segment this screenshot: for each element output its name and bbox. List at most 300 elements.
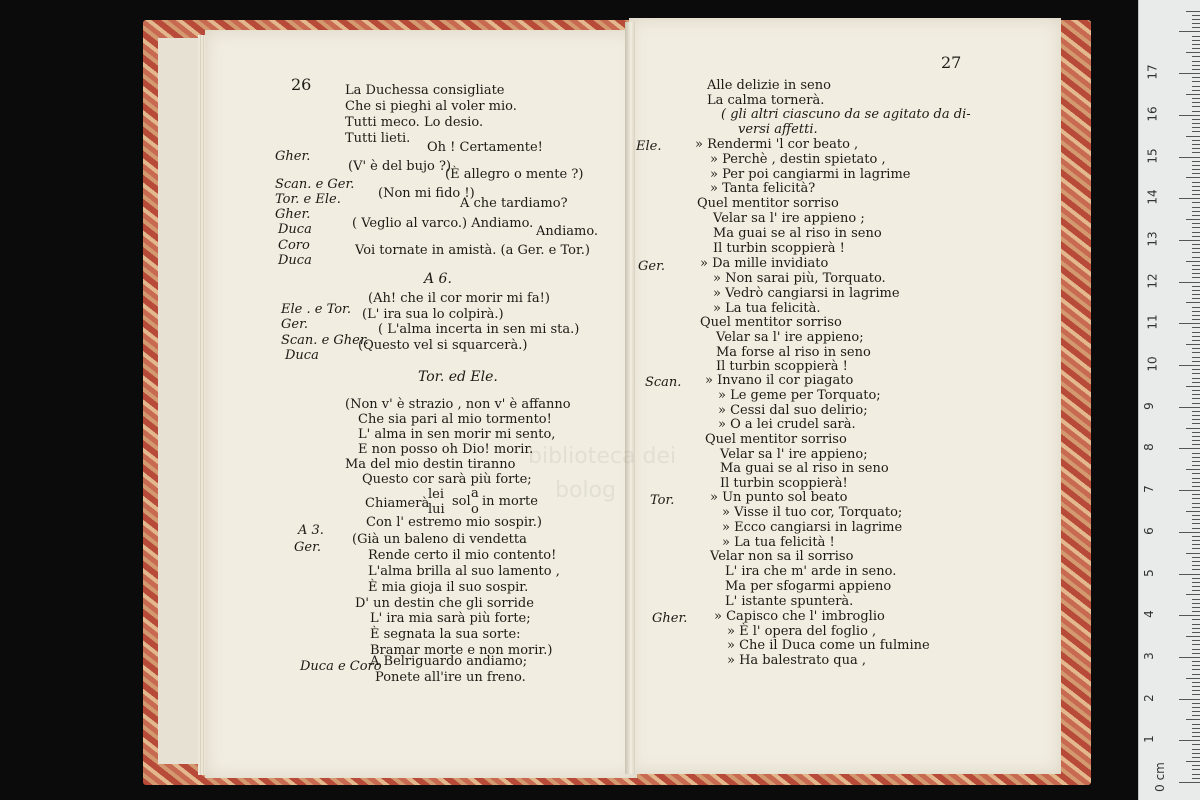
- verse-line: Ma forse al riso in seno: [716, 345, 871, 360]
- ruler-tick: [1186, 469, 1200, 470]
- ruler-tick: [1179, 532, 1200, 533]
- verse-line: Oh ! Certamente!: [427, 140, 543, 155]
- ruler-number: 4: [1141, 610, 1156, 619]
- verse-line: Tutti meco. Lo desio.: [345, 115, 484, 130]
- ruler-tick: [1186, 52, 1200, 53]
- ruler-tick: [1186, 219, 1200, 220]
- ruler-tick: [1192, 632, 1200, 633]
- ruler-tick: [1192, 724, 1200, 725]
- ruler-tick: [1192, 36, 1200, 37]
- ruler-tick: [1192, 352, 1200, 353]
- ruler-tick: [1192, 586, 1200, 587]
- ruler-tick: [1192, 769, 1200, 770]
- speaker-label: Gher.: [652, 611, 688, 626]
- ruler-tick: [1192, 465, 1200, 466]
- speaker-label: Coro: [278, 238, 310, 253]
- ruler-tick: [1192, 607, 1200, 608]
- ruler-tick: [1179, 365, 1200, 366]
- ruler-tick: [1186, 94, 1200, 95]
- ruler-number: 5: [1141, 568, 1156, 577]
- ruler-tick: [1192, 669, 1200, 670]
- ruler-tick: [1192, 144, 1200, 145]
- verse-line: sol: [452, 494, 471, 509]
- ruler-tick: [1192, 528, 1200, 529]
- verse-line: » Ha balestrato qua ,: [727, 653, 866, 668]
- ruler-tick: [1192, 419, 1200, 420]
- verse-line: Ponete all'ire un freno.: [375, 670, 526, 685]
- verse-line: È segnata la sua sorte:: [370, 627, 521, 642]
- verse-line: Andiamo.: [536, 224, 599, 239]
- ruler-tick: [1192, 732, 1200, 733]
- ruler-number: 10: [1145, 356, 1160, 372]
- ruler-number: 3: [1141, 652, 1156, 660]
- ruler-tick: [1192, 307, 1200, 308]
- verse-line: » Da mille invidiato: [700, 256, 829, 271]
- verse-line: Alle delizie in seno: [707, 78, 831, 93]
- ruler-tick: [1192, 436, 1200, 437]
- ruler-tick: [1186, 594, 1200, 595]
- ruler-tick: [1192, 619, 1200, 620]
- verse-line: a: [471, 486, 479, 501]
- ruler-tick: [1192, 369, 1200, 370]
- ruler-tick: [1192, 127, 1200, 128]
- ruler-tick: [1192, 236, 1200, 237]
- ruler-tick: [1192, 599, 1200, 600]
- verse-line: (Ah! che il cor morir mi fa!): [368, 291, 550, 306]
- verse-line: » La tua felicità !: [722, 535, 835, 550]
- verse-line: lei: [428, 487, 445, 502]
- speaker-label: Ele.: [636, 139, 662, 154]
- ruler-tick: [1192, 461, 1200, 462]
- ruler-tick: [1192, 753, 1200, 754]
- ruler-tick: [1192, 432, 1200, 433]
- ruler-tick: [1192, 774, 1200, 775]
- ruler-tick: [1192, 403, 1200, 404]
- ruler-tick: [1192, 686, 1200, 687]
- verse-line: » La tua felicità.: [713, 301, 821, 316]
- verse-line: L' istante spunterà.: [725, 594, 854, 609]
- verse-line: È mia gioja il suo sospir.: [368, 580, 529, 595]
- ruler-tick: [1192, 603, 1200, 604]
- verse-line: L'alma brilla al suo lamento ,: [368, 564, 560, 579]
- verse-line: Il turbin scoppierà!: [720, 476, 848, 491]
- verse-line: » Che il Duca come un fulmine: [727, 638, 930, 653]
- ruler-tick: [1192, 244, 1200, 245]
- ruler-number: 12: [1145, 272, 1160, 289]
- verse-line: » Invano il cor piagato: [705, 373, 854, 388]
- ruler-tick: [1192, 357, 1200, 358]
- verse-line: Quel mentitor sorriso: [705, 432, 847, 447]
- ruler-tick: [1192, 498, 1200, 499]
- ruler-tick: [1192, 286, 1200, 287]
- speaker-label: ( gli altri ciascuno da se agitato da di-: [721, 107, 971, 122]
- speaker-label: Gher.: [275, 149, 311, 164]
- ruler-tick: [1192, 578, 1200, 579]
- ruler-tick: [1192, 378, 1200, 379]
- ruler-tick: [1179, 490, 1200, 491]
- ruler-tick: [1192, 77, 1200, 78]
- ruler-tick: [1192, 90, 1200, 91]
- ruler-tick: [1179, 448, 1200, 449]
- verse-line: Velar sa l' ire appieno;: [716, 330, 864, 345]
- ruler-tick: [1179, 198, 1200, 199]
- verse-line: (Non v' è strazio , non v' è affanno: [345, 397, 571, 412]
- ruler-number: 7: [1141, 485, 1156, 493]
- ruler-tick: [1192, 644, 1200, 645]
- verse-line: Quel mentitor sorriso: [697, 196, 839, 211]
- ruler-tick: [1186, 511, 1200, 512]
- ruler-tick: [1192, 519, 1200, 520]
- speaker-label: Tor.: [650, 493, 675, 508]
- ruler-tick: [1192, 561, 1200, 562]
- ruler-tick: [1179, 323, 1200, 324]
- verse-line: A che tardiamo?: [460, 196, 568, 211]
- ruler-tick: [1192, 227, 1200, 228]
- speaker-label: versi affetti.: [738, 122, 818, 137]
- speaker-label: Scan.: [645, 375, 682, 390]
- ruler-tick: [1179, 115, 1200, 116]
- ruler-tick: [1192, 649, 1200, 650]
- ruler-tick: [1192, 102, 1200, 103]
- speaker-label: Duca: [285, 348, 319, 363]
- ruler-tick: [1192, 298, 1200, 299]
- verse-line: (V' è del bujo ?): [348, 159, 452, 174]
- verse-line: » Non sarai più, Torquato.: [713, 271, 886, 286]
- ruler-tick: [1192, 611, 1200, 612]
- verse-line: L' alma in sen morir mi sento,: [358, 427, 556, 442]
- ruler-tick: [1192, 186, 1200, 187]
- verse-line: Tutti lieti.: [345, 131, 411, 146]
- verse-line: A Belriguardo andiamo;: [370, 654, 528, 669]
- ruler-tick: [1192, 290, 1200, 291]
- ruler-tick: [1192, 473, 1200, 474]
- ruler-tick: [1192, 106, 1200, 107]
- verse-line: Tor. ed Ele.: [418, 369, 498, 385]
- ruler-tick: [1192, 223, 1200, 224]
- ruler-tick: [1192, 536, 1200, 537]
- ruler-tick: [1179, 157, 1200, 158]
- ruler-tick: [1186, 553, 1200, 554]
- ruler-tick: [1192, 398, 1200, 399]
- verse-line: Voi tornate in amistà. (a Ger. e Tor.): [355, 243, 590, 258]
- watermark-line-1: biblioteca dei: [528, 444, 677, 469]
- ruler-tick: [1192, 315, 1200, 316]
- ruler-tick: [1192, 565, 1200, 566]
- ruler-tick: [1192, 294, 1200, 295]
- ruler-tick: [1186, 386, 1200, 387]
- ruler-tick: [1179, 657, 1200, 658]
- verse-line: » Rendermi 'l cor beato ,: [695, 137, 859, 152]
- speaker-label: Ele . e Tor.: [281, 302, 351, 317]
- verse-line: lui: [428, 502, 445, 517]
- verse-line: (Non mi fido !): [378, 186, 475, 201]
- ruler-tick: [1192, 703, 1200, 704]
- verse-line: (È allegro o mente ?): [445, 167, 584, 182]
- speaker-label: Ger.: [638, 259, 665, 274]
- ruler-tick: [1192, 61, 1200, 62]
- verse-line: o: [471, 502, 479, 517]
- verse-line: Questo cor sarà più forte;: [362, 472, 532, 487]
- ruler-tick: [1186, 302, 1200, 303]
- speaker-label: Tor. e Ele.: [275, 192, 341, 207]
- speaker-label: Gher.: [275, 207, 311, 222]
- ruler-tick: [1192, 523, 1200, 524]
- ruler-tick: [1192, 319, 1200, 320]
- ruler-tick: [1192, 515, 1200, 516]
- ruler-tick: [1186, 344, 1200, 345]
- ruler-tick: [1192, 569, 1200, 570]
- ruler-tick: [1192, 661, 1200, 662]
- verse-line: » Un punto sol beato: [710, 490, 848, 505]
- ruler-tick: [1179, 73, 1200, 74]
- measuring-ruler: [1138, 0, 1200, 800]
- ruler-tick: [1192, 557, 1200, 558]
- ruler-tick: [1192, 340, 1200, 341]
- verse-line: Velar sa l' ire appieno;: [720, 447, 868, 462]
- ruler-tick: [1186, 761, 1200, 762]
- ruler-tick: [1192, 69, 1200, 70]
- ruler-tick: [1192, 48, 1200, 49]
- ruler-tick: [1179, 407, 1200, 408]
- ruler-tick: [1192, 682, 1200, 683]
- verse-line: (L' ira sua lo colpirà.): [362, 307, 504, 322]
- verse-line: L' ira mia sarà più forte;: [370, 611, 531, 626]
- ruler-tick: [1192, 507, 1200, 508]
- ruler-tick: [1192, 161, 1200, 162]
- speaker-label: Duca: [278, 222, 312, 237]
- ruler-number: 14: [1145, 189, 1160, 205]
- verse-line: Ma del mio destin tiranno: [345, 457, 516, 472]
- ruler-tick: [1192, 503, 1200, 504]
- ruler-tick: [1192, 56, 1200, 57]
- ruler-tick: [1192, 544, 1200, 545]
- ruler-tick: [1192, 15, 1200, 16]
- verse-line: Ma per sfogarmi appieno: [725, 579, 892, 594]
- ruler-number: 13: [1145, 231, 1160, 247]
- ruler-tick: [1192, 628, 1200, 629]
- ruler-number: 16: [1145, 106, 1160, 122]
- ruler-tick: [1186, 678, 1200, 679]
- ruler-tick: [1192, 277, 1200, 278]
- ruler-tick: [1192, 653, 1200, 654]
- ruler-tick: [1192, 624, 1200, 625]
- verse-line: Il turbin scoppierà !: [716, 359, 848, 374]
- ruler-number: 15: [1145, 147, 1160, 164]
- ruler-tick: [1186, 261, 1200, 262]
- ruler-tick: [1192, 148, 1200, 149]
- ruler-tick: [1192, 457, 1200, 458]
- verse-line: A 6.: [424, 271, 452, 287]
- ruler-tick: [1192, 140, 1200, 141]
- ruler-tick: [1192, 152, 1200, 153]
- ruler-tick: [1186, 428, 1200, 429]
- ruler-tick: [1192, 494, 1200, 495]
- ruler-tick: [1192, 478, 1200, 479]
- ruler-tick: [1192, 728, 1200, 729]
- verse-line: Che sia pari al mio tormento!: [358, 412, 552, 427]
- ruler-tick: [1192, 482, 1200, 483]
- ruler-tick: [1192, 265, 1200, 266]
- ruler-tick: [1192, 19, 1200, 20]
- verse-line: Che si pieghi al voler mio.: [345, 99, 517, 114]
- ruler-tick: [1192, 749, 1200, 750]
- ruler-tick: [1192, 173, 1200, 174]
- speaker-label: Scan. e Ger.: [275, 177, 355, 192]
- ruler-tick: [1192, 361, 1200, 362]
- ruler-number: 1: [1141, 735, 1156, 744]
- verse-line: in morte: [482, 494, 538, 509]
- ruler-tick: [1192, 373, 1200, 374]
- ruler-tick: [1179, 615, 1200, 616]
- verse-line: Ma guai se al riso in seno: [720, 461, 889, 476]
- ruler-tick: [1192, 182, 1200, 183]
- verse-line: » Perchè , destin spietato ,: [710, 152, 886, 167]
- ruler-tick: [1192, 27, 1200, 28]
- ruler-number: 6: [1141, 526, 1156, 535]
- ruler-tick: [1192, 257, 1200, 258]
- speaker-label: Duca: [278, 253, 312, 268]
- verse-line: ( Veglio al varco.) Andiamo.: [352, 216, 534, 231]
- ruler-tick: [1192, 757, 1200, 758]
- page-number-left: 26: [291, 75, 312, 94]
- ruler-tick: [1179, 31, 1200, 32]
- ruler-tick: [1179, 574, 1200, 575]
- verse-line: D' un destin che gli sorride: [355, 596, 534, 611]
- verse-line: » Per poi cangiarmi in lagrime: [710, 167, 911, 182]
- ruler-tick: [1179, 240, 1200, 241]
- ruler-tick: [1192, 23, 1200, 24]
- ruler-number: 9: [1141, 401, 1156, 410]
- speaker-label: A 3.: [298, 523, 324, 538]
- ruler-tick: [1192, 736, 1200, 737]
- ruler-tick: [1192, 453, 1200, 454]
- book-gutter: [625, 22, 635, 774]
- ruler-tick: [1192, 165, 1200, 166]
- ruler-tick: [1192, 765, 1200, 766]
- ruler-tick: [1192, 119, 1200, 120]
- verse-line: » O a lei crudel sarà.: [718, 417, 856, 432]
- ruler-tick: [1192, 86, 1200, 87]
- verse-line: » Tanta felicità?: [710, 181, 816, 196]
- ruler-tick: [1192, 332, 1200, 333]
- ruler-tick: [1192, 715, 1200, 716]
- verse-line: Ma guai se al riso in seno: [713, 226, 882, 241]
- ruler-number: 2: [1141, 693, 1156, 702]
- ruler-number: 8: [1141, 443, 1156, 452]
- verse-line: » Le geme per Torquato;: [718, 388, 881, 403]
- ruler-tick: [1192, 44, 1200, 45]
- verse-line: E non posso oh Dio! morir.: [358, 442, 534, 457]
- ruler-tick: [1186, 719, 1200, 720]
- verse-line: Con l' estremo mio sospir.): [366, 515, 543, 530]
- ruler-tick: [1192, 486, 1200, 487]
- ruler-tick: [1192, 665, 1200, 666]
- ruler-tick: [1186, 11, 1200, 12]
- ruler-tick: [1192, 590, 1200, 591]
- ruler-tick: [1192, 40, 1200, 41]
- ruler-tick: [1179, 282, 1200, 283]
- verse-line: » È l' opera del foglio ,: [727, 624, 877, 639]
- ruler-tick: [1192, 423, 1200, 424]
- ruler-tick: [1192, 190, 1200, 191]
- ruler-tick: [1192, 674, 1200, 675]
- ruler-tick: [1192, 273, 1200, 274]
- verse-line: Bramar morte e non morir.): [370, 643, 553, 658]
- ruler-tick: [1192, 707, 1200, 708]
- speaker-label: Ger.: [294, 540, 321, 555]
- ruler-tick: [1186, 177, 1200, 178]
- ruler-tick: [1192, 778, 1200, 779]
- speaker-label: Scan. e Gher.: [281, 333, 369, 348]
- speaker-label: Duca e Coro: [300, 659, 382, 674]
- ruler-tick: [1179, 782, 1200, 783]
- verse-line: Rende certo il mio contento!: [368, 548, 557, 563]
- ruler-number: 17: [1145, 64, 1160, 80]
- verse-line: Quel mentitor sorriso: [700, 315, 842, 330]
- ruler-tick: [1179, 699, 1200, 700]
- ruler-tick: [1192, 248, 1200, 249]
- ruler-tick: [1186, 636, 1200, 637]
- verse-line: Velar non sa il sorriso: [710, 549, 854, 564]
- ruler-tick: [1192, 548, 1200, 549]
- ruler-tick: [1192, 694, 1200, 695]
- verse-line: Il turbin scoppierà !: [713, 241, 845, 256]
- ruler-tick: [1192, 440, 1200, 441]
- ruler-tick: [1192, 169, 1200, 170]
- ruler-tick: [1192, 394, 1200, 395]
- ruler-tick: [1192, 98, 1200, 99]
- verse-line: (Questo vel si squarcerà.): [358, 338, 528, 353]
- ruler-tick: [1192, 640, 1200, 641]
- verse-line: La calma tornerà.: [707, 93, 825, 108]
- ruler-tick: [1192, 211, 1200, 212]
- ruler-tick: [1192, 311, 1200, 312]
- ruler-tick: [1192, 711, 1200, 712]
- verse-line: (Già un baleno di vendetta: [352, 532, 527, 547]
- verse-line: Velar sa l' ire appieno ;: [713, 211, 865, 226]
- ruler-tick: [1192, 194, 1200, 195]
- watermark-line-2: bolog: [555, 478, 616, 503]
- ruler-tick: [1192, 411, 1200, 412]
- verse-line: L' ira che m' arde in seno.: [725, 564, 897, 579]
- ruler-tick: [1186, 136, 1200, 137]
- ruler-tick: [1192, 415, 1200, 416]
- ruler-tick: [1192, 81, 1200, 82]
- ruler-tick: [1192, 131, 1200, 132]
- ruler-tick: [1192, 65, 1200, 66]
- verse-line: ( L'alma incerta in sen mi sta.): [378, 322, 580, 337]
- ruler-tick: [1192, 336, 1200, 337]
- ruler-tick: [1192, 327, 1200, 328]
- ruler-tick: [1192, 382, 1200, 383]
- ruler-tick: [1192, 202, 1200, 203]
- ruler-tick: [1192, 390, 1200, 391]
- ruler-number: 11: [1145, 314, 1160, 330]
- ruler-unit-label: 0 cm: [1152, 762, 1167, 792]
- ruler-tick: [1192, 744, 1200, 745]
- ruler-tick: [1192, 269, 1200, 270]
- ruler-tick: [1192, 444, 1200, 445]
- verse-line: » Cessi dal suo delirio;: [718, 403, 868, 418]
- ruler-tick: [1192, 690, 1200, 691]
- ruler-tick: [1192, 232, 1200, 233]
- verse-line: » Ecco cangiarsi in lagrime: [722, 520, 903, 535]
- verse-line: » Vedrò cangiarsi in lagrime: [713, 286, 900, 301]
- ruler-tick: [1192, 111, 1200, 112]
- ruler-tick: [1192, 252, 1200, 253]
- ruler-tick: [1192, 540, 1200, 541]
- verse-line: » Visse il tuo cor, Torquato;: [722, 505, 903, 520]
